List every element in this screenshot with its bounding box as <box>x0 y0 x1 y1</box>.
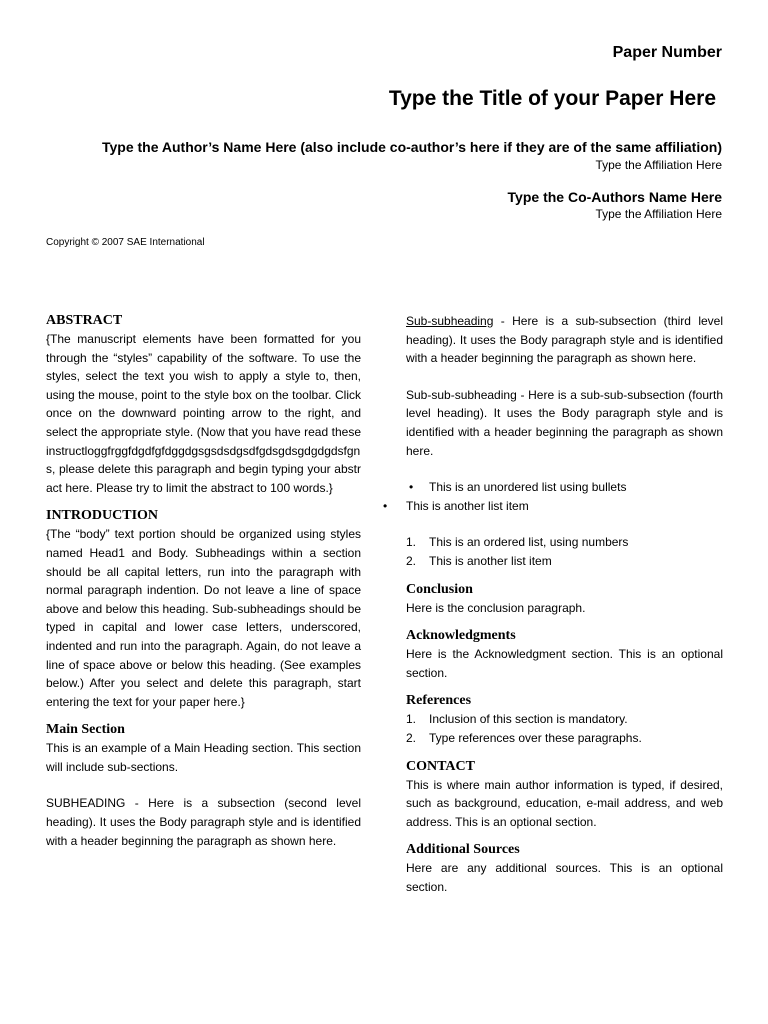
paper-title: Type the Title of your Paper Here <box>388 87 716 110</box>
numbered-list <box>406 533 723 570</box>
acknowledgments-text: Here is the Acknowledgment section. This is an optional section. <box>406 647 723 680</box>
list-item: 1. This is an ordered list, using numbers <box>406 535 629 550</box>
bullet-list <box>406 478 723 497</box>
abstract-heading: ABSTRACT <box>46 313 123 328</box>
right-column <box>383 312 723 896</box>
conclusion-text: Here is the conclusion paragraph. <box>406 600 586 615</box>
main-section-heading: Main Section <box>46 722 125 738</box>
introduction-heading: INTRODUCTION <box>46 508 159 524</box>
author-name: Type the Author’s Name Here (also include co-author’s here if they are of the same affiliation) <box>101 139 722 155</box>
references-list <box>406 710 723 747</box>
sub-subheading-paragraph <box>406 312 723 368</box>
list-item: • This is another list item <box>383 498 529 513</box>
copyright-notice: Copyright © 2007 SAE International <box>46 237 205 248</box>
additional-sources-heading: Additional Sources <box>406 842 520 858</box>
sub-subheading-text: - Here is a sub-subsection (third level heading). It uses the Body paragraph style and is identified with a header beginning the paragraph as shown here. <box>406 314 723 366</box>
author-affiliation: Type the Affiliation Here <box>595 158 722 172</box>
conclusion-heading: Conclusion <box>406 581 473 597</box>
paper-number: Paper Number <box>612 44 722 61</box>
acknowledgments-heading: Acknowledgments <box>406 628 516 644</box>
contact-text: This is where main author information is typed, if desired, such as background, education, e-mail address, and web address. This is an optional section. <box>406 777 723 829</box>
left-column <box>46 312 361 850</box>
coauthor-affiliation: Type the Affiliation Here <box>595 207 722 221</box>
list-item: • This is an unordered list using bullets <box>409 480 627 495</box>
additional-sources-text: Here are any additional sources. This is an optional section. <box>406 861 723 894</box>
list-item: 1. Inclusion of this section is mandatory. <box>406 712 628 727</box>
list-item: 2. Type references over these paragraphs. <box>406 730 642 745</box>
references-heading: References <box>406 693 472 709</box>
sub-sub-subheading-text: Sub-sub-subheading - Here is a sub-sub-subsection (fourth level heading). It uses the Body paragraph style and is identified with a header beginning the paragraph as shown here. <box>406 387 723 458</box>
coauthor-name: Type the Co-Authors Name Here <box>507 189 722 205</box>
contact-heading: CONTACT <box>406 758 475 774</box>
abstract-text: {The manuscript elements have been formatted for you through the “styles” capability of the software. To use the styles, select the text you wish to apply a style to, then, using the mouse, point to the style box on the toolbar. Click once on the downward pointing arrow to the right, and select the appropriate style. (Now that you have read these <box>46 332 361 439</box>
list-item: 2. This is another list item <box>406 553 552 568</box>
sub-subheading-label: Sub-subheading <box>406 314 494 328</box>
subheading-text: SUBHEADING - Here is a subsection (second level heading). It uses the Body paragraph style and is identified with a header beginning the paragraph as shown here. <box>46 796 361 848</box>
main-section-text: This is an example of a Main Heading section. This section will include sub-sections. <box>46 741 361 774</box>
bullet-list-continued <box>383 497 723 516</box>
introduction-text: {The “body” text portion should be organized using styles named Head1 and Body. Subheadings within a section should be all capital letters, run into the paragraph with normal paragraph indention. Do not leave a line of space above and below this heading. Sub-subheadings should be typed in capital and lower case letters, underscored, indented and run into the paragraph. Again, do not leave a line of space above or below this heading. (See examples below.) After you select and delete this paragraph, start entering the text for your paper here.} <box>46 527 361 709</box>
abstract-text-continued: instructloggfrggfdgdfgfdggdgsgsdsdgsdfgdsgdsgdgdgdsfgns, please delete this paragraph and begin typing your abstract here. Please try to limit the abstract to 100 words.} <box>46 443 361 495</box>
